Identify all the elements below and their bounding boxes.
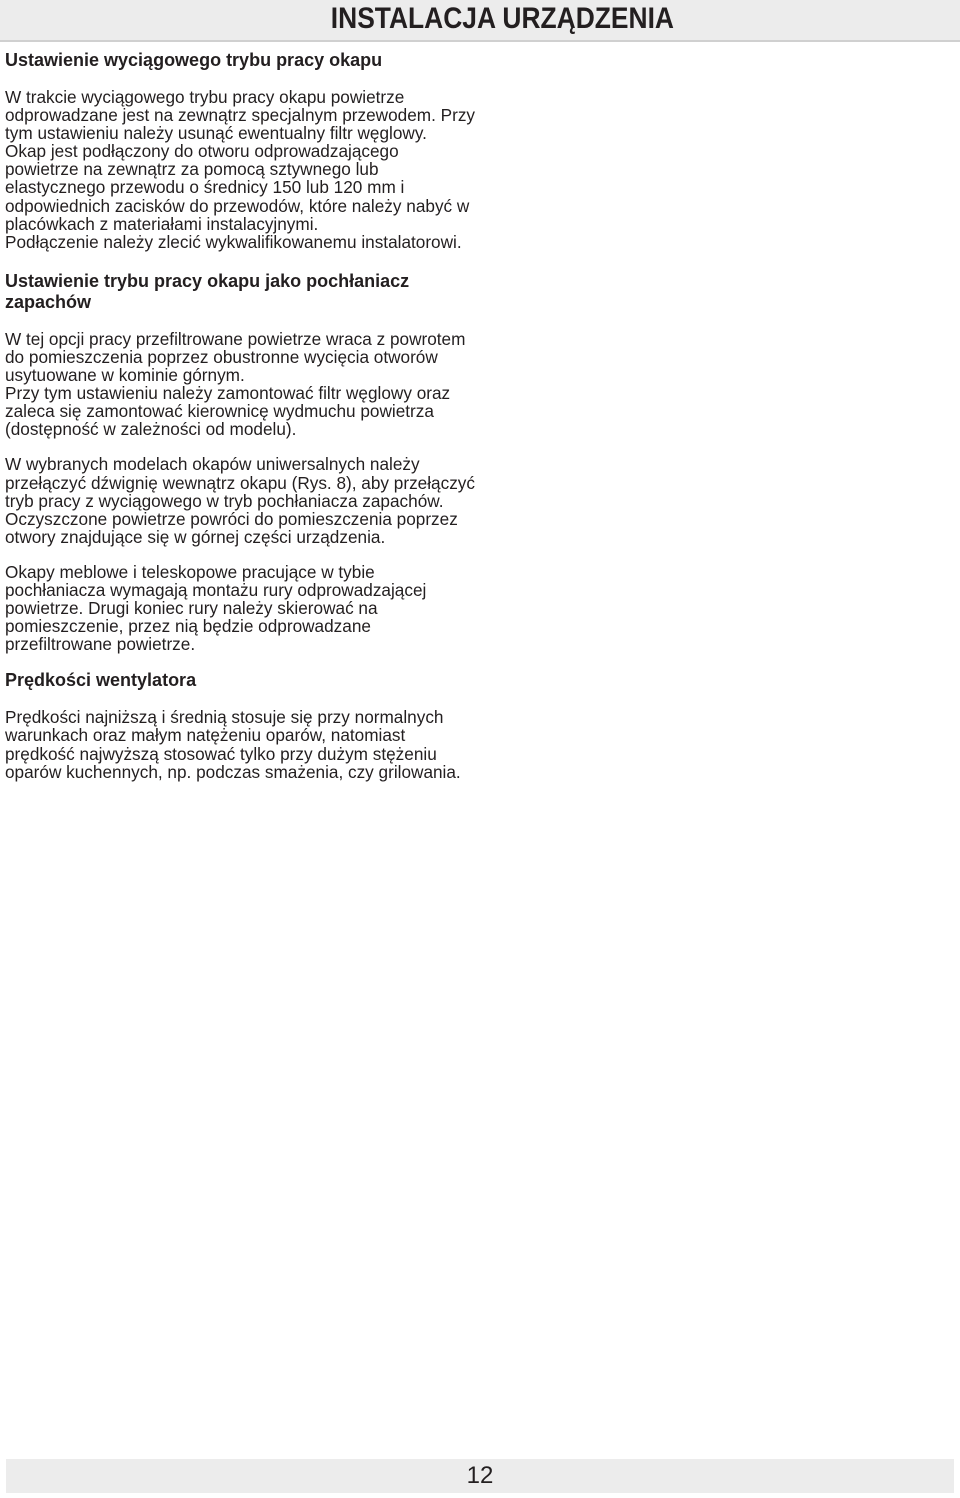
- section-recirculation-mode: [5, 271, 475, 654]
- paragraph: W wybranych modelach okapów uniwersalnych należy przełączyć dźwignię wewnątrz okapu (Rys. 8), aby przełączyć tryb pracy z wyciągowego w tryb pochłaniacza zapachów. Oczyszczone powietrze powróci do pomieszczenia poprzez otwory znajdujące się w górnej części urządzenia.: [5, 454, 475, 547]
- paragraph: W tej opcji pracy przefiltrowane powietrze wraca z powrotem do pomieszczenia poprzez obustronne wycięcia otworów usytuowane w kominie górnym.: [5, 328, 466, 386]
- document-body: [5, 50, 475, 798]
- paragraph: W trakcie wyciągowego trybu pracy okapu powietrze odprowadzane jest na zewnątrz specjalnym przewodem. Przy tym ustawieniu należy usunąć ewentualny filtr węglowy.: [5, 87, 476, 144]
- page-number: 12: [466, 1462, 494, 1489]
- section-heading: Prędkości wentylatora: [5, 670, 197, 691]
- paragraph: Okap jest podłączony do otworu odprowadzającego powietrze na zewnątrz za pomocą sztywnego lub elastycznego przewodu o średnicy 150 lub 120 mm i odpowiednich zacisków do przewodów, które należy nabyć w placówkach z materiałami instalacyjnymi.: [5, 141, 470, 234]
- section-extraction-mode: [5, 50, 475, 251]
- page-footer: [6, 1459, 954, 1493]
- section-heading: Ustawienie trybu pracy okapu jako pochłaniacz zapachów: [5, 270, 410, 312]
- paragraph: Podłączenie należy zlecić wykwalifikowanemu instalatorowi.: [5, 231, 462, 252]
- paragraph: Okapy meblowe i teleskopowe pracujące w tybie pochłaniacza wymagają montażu rury odprowadzającej powietrze. Drugi koniec rury należy skierować na pomieszczenie, przez nią będzie odprowadzane przefiltrowane powietrze.: [5, 561, 427, 655]
- page-title: INSTALACJA URZĄDZENIA: [330, 2, 674, 35]
- paragraph: Przy tym ustawieniu należy zamontować filtr węglowy oraz zaleca się zamontować kierownicę wydmuchu powietrza (dostępność w zależności od modelu).: [5, 383, 451, 440]
- header-divider: [0, 40, 960, 42]
- section-fan-speeds: [5, 670, 475, 780]
- section-heading: Ustawienie wyciągowego trybu pracy okapu: [5, 50, 383, 70]
- paragraph: Prędkości najniższą i średnią stosuje się przy normalnych warunkach oraz małym natężeniu oparów, natomiast prędkość najwyższą stosować tylko przy dużym stężeniu oparów kuchennych, np. podczas smażenia, czy grilowania.: [5, 707, 461, 782]
- page-header: [0, 0, 960, 40]
